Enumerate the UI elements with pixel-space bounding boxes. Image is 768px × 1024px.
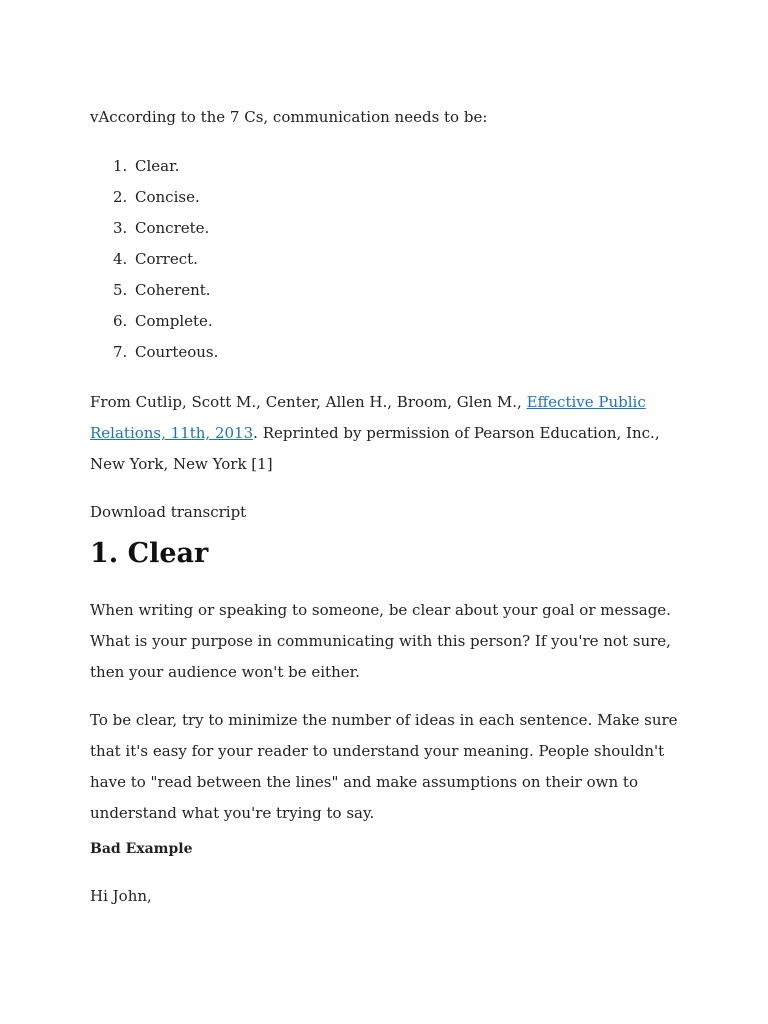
list-item-number: 6. xyxy=(113,312,128,330)
bad-example-label: Bad Example xyxy=(90,841,193,857)
citation xyxy=(90,387,680,480)
list-item-text: Courteous. xyxy=(135,343,219,361)
intro-text: vAccording to the 7 Cs, communication needs to be: xyxy=(90,108,488,126)
citation-suffix: . Reprinted by permission of Pearson Education, Inc., New York, New York [1] xyxy=(90,424,660,473)
list-item-text: Concise. xyxy=(135,188,200,206)
list-item-text: Coherent. xyxy=(135,281,211,299)
section-paragraph-2: To be clear, try to minimize the number of ideas in each sentence. Make sure that it's easy for your reader to understand your meaning. People shouldn't have to "read between the lines" and make assumptions on their own to understand what you're trying to say. xyxy=(90,711,678,822)
list-item-text: Concrete. xyxy=(135,219,210,237)
list-item xyxy=(90,275,680,306)
list-item-text: Clear. xyxy=(135,157,180,175)
section-heading: 1. Clear xyxy=(90,538,209,569)
greeting-text: Hi John, xyxy=(90,887,152,905)
list-item xyxy=(90,244,680,275)
section-paragraph-1: When writing or speaking to someone, be clear about your goal or message. What is your purpose in communicating with this person? If you're not sure, then your audience won't be either. xyxy=(90,601,671,681)
list-item xyxy=(90,182,680,213)
book-link[interactable]: Effective Public Relations, 11th, 2013 xyxy=(90,393,646,442)
list-item-number: 5. xyxy=(113,281,128,299)
list-item xyxy=(90,151,680,182)
list-item xyxy=(90,213,680,244)
list-item-number: 1. xyxy=(113,157,128,175)
list-item-number: 4. xyxy=(113,250,128,268)
list-item-text: Complete. xyxy=(135,312,213,330)
list-item xyxy=(90,306,680,337)
seven-cs-list xyxy=(90,151,680,368)
list-item xyxy=(90,337,680,368)
citation-prefix: From Cutlip, Scott M., Center, Allen H., Broom, Glen M., xyxy=(90,393,527,411)
list-item-text: Correct. xyxy=(135,250,198,268)
download-transcript-link[interactable]: Download transcript xyxy=(90,503,247,521)
list-item-number: 2. xyxy=(113,188,128,206)
list-item-number: 7. xyxy=(113,343,128,361)
document-body xyxy=(90,102,680,912)
list-item-number: 3. xyxy=(113,219,128,237)
